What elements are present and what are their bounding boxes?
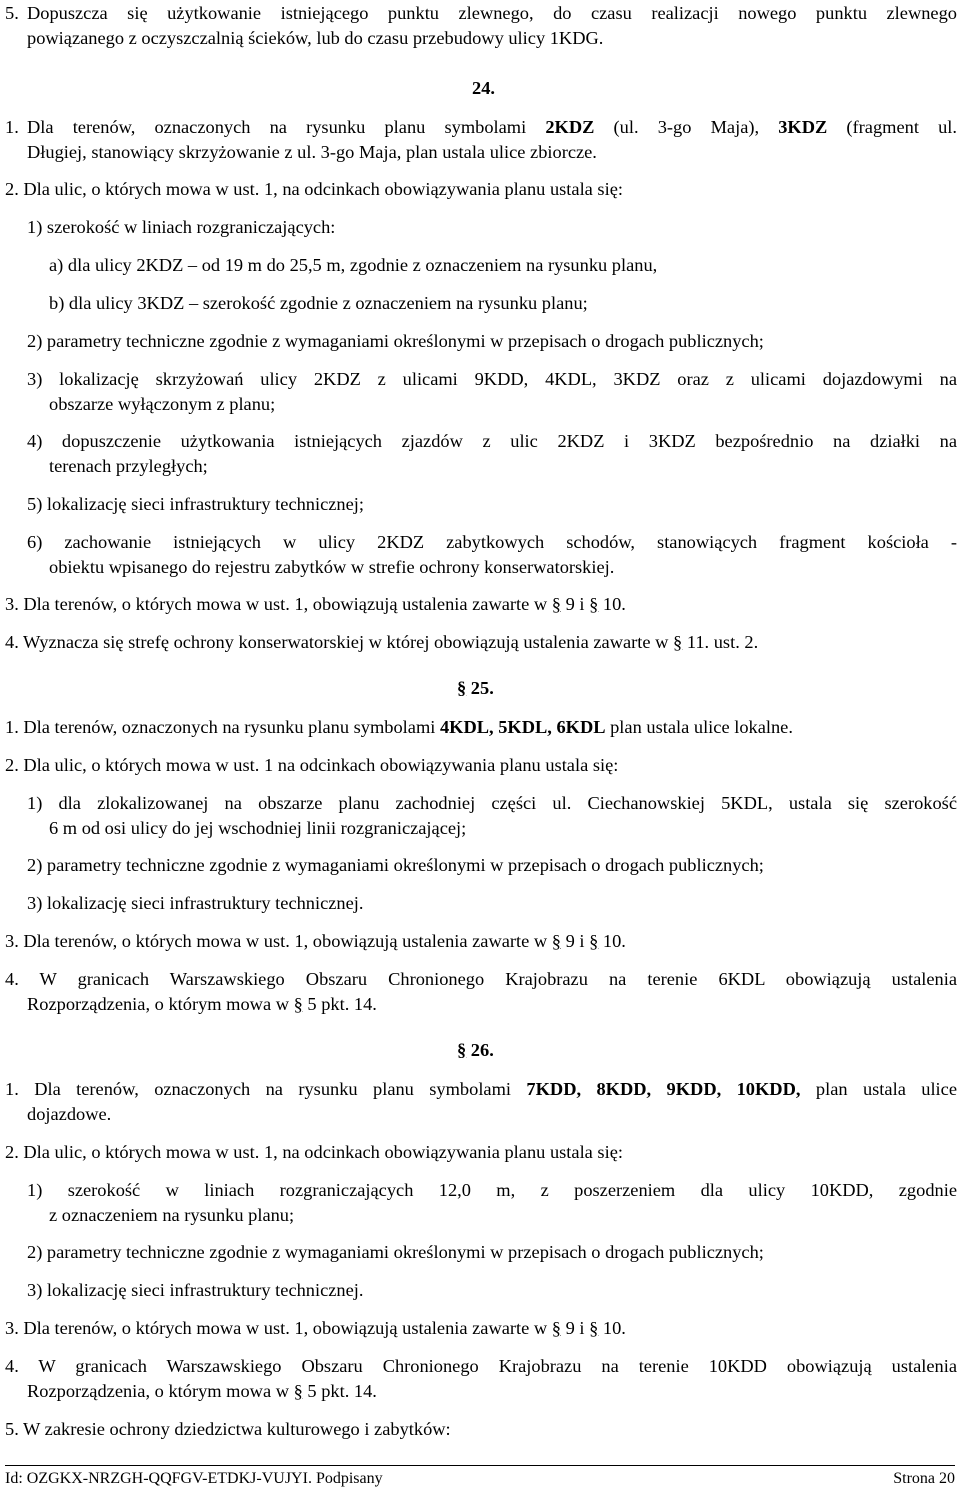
paragraph-text: Rozporządzenia, o którym mowa w § 5 pkt. 14.	[27, 1381, 377, 1401]
list-item: 1) szerokość w liniach rozgraniczających 12,0 m, z poszerzeniem dla ulicy 10KDD, zgodnie	[27, 1180, 957, 1200]
list-item-continuation: obszarze wyłączonym z planu;	[49, 394, 276, 414]
footer-document-id: Id: OZGKX-NRZGH-QQFGV-ETDKJ-VUJYI. Podpisany	[5, 1470, 383, 1487]
section-heading: 24.	[472, 78, 495, 98]
paragraph-text: 4. Wyznacza się strefę ochrony konserwatorskiej w której obowiązują ustalenia zawarte w § 11. ust. 2.	[5, 632, 759, 652]
paragraph-text: 5. W zakresie ochrony dziedzictwa kulturowego i zabytków:	[5, 1419, 451, 1439]
paragraph-text: 1. Dla terenów, oznaczonych na rysunku planu symbolami 7KDD, 8KDD, 9KDD, 10KDD, plan ustala ulice	[5, 1079, 957, 1099]
paragraph-text: 2. Dla ulic, o których mowa w ust. 1, na odcinkach obowiązywania planu ustala się:	[5, 1142, 623, 1162]
list-item: 1) dla zlokalizowanej na obszarze planu zachodniej części ul. Ciechanowskiej 5KDL, ustala się szerokość	[27, 793, 957, 813]
list-item: 3) lokalizację sieci infrastruktury technicznej.	[27, 893, 364, 913]
list-item-continuation: obiektu wpisanego do rejestru zabytków w strefie ochrony konserwatorskiej.	[49, 557, 615, 577]
list-item-continuation: terenach przyległych;	[49, 456, 208, 476]
paragraph-text: 3. Dla terenów, o których mowa w ust. 1, obowiązują ustalenia zawarte w § 9 i § 10.	[5, 594, 626, 614]
list-item: 5) lokalizację sieci infrastruktury technicznej;	[27, 494, 365, 514]
paragraph-text: powiązanego z oczyszczalnią ścieków, lub do czasu przebudowy ulicy 1KDG.	[27, 28, 604, 48]
section-heading: § 25.	[457, 678, 494, 698]
list-item: 3) lokalizację skrzyżowań ulicy 2KDZ z ulicami 9KDD, 4KDL, 3KDZ oraz z ulicami dojazdowymi na	[27, 369, 957, 389]
list-item: 3) lokalizację sieci infrastruktury technicznej.	[27, 1280, 364, 1300]
list-item: 2) parametry techniczne zgodnie z wymaganiami określonymi w przepisach o drogach publicznych;	[27, 331, 764, 351]
paragraph-text: 2. Dla ulic, o których mowa w ust. 1, na odcinkach obowiązywania planu ustala się:	[5, 179, 623, 199]
section-heading: § 26.	[457, 1040, 494, 1060]
paragraph-text: 4. W granicach Warszawskiego Obszaru Chronionego Krajobrazu na terenie 6KDL obowiązują ustalenia	[5, 969, 957, 989]
list-item-continuation: z oznaczeniem na rysunku planu;	[49, 1205, 295, 1225]
paragraph-text: Dopuszcza się użytkowanie istniejącego punktu zlewnego, do czasu realizacji nowego punktu zlewnego	[27, 3, 957, 23]
list-subitem: b) dla ulicy 3KDZ – szerokość zgodnie z oznaczeniem na rysunku planu;	[49, 293, 588, 313]
list-item: 1) szerokość w liniach rozgraniczających:	[27, 217, 336, 237]
list-subitem: a) dla ulicy 2KDZ – od 19 m do 25,5 m, zgodnie z oznaczeniem na rysunku planu,	[49, 255, 658, 275]
list-item: 4) dopuszczenie użytkowania istniejących zjazdów z ulic 2KDZ i 3KDZ bezpośrednio na działki na	[27, 431, 957, 451]
list-item: 2) parametry techniczne zgodnie z wymaganiami określonymi w przepisach o drogach publicznych;	[27, 855, 764, 875]
list-item-continuation: 6 m od osi ulicy do jej wschodniej linii rozgraniczającej;	[49, 818, 467, 838]
paragraph-number: 5.	[5, 3, 19, 23]
list-item: 2) parametry techniczne zgodnie z wymaganiami określonymi w przepisach o drogach publicznych;	[27, 1242, 764, 1262]
paragraph-text: 3. Dla terenów, o których mowa w ust. 1, obowiązują ustalenia zawarte w § 9 i § 10.	[5, 931, 626, 951]
paragraph-text: Rozporządzenia, o którym mowa w § 5 pkt. 14.	[27, 994, 377, 1014]
footer-page-number: Strona 20	[893, 1470, 955, 1487]
paragraph-text: dojazdowe.	[27, 1104, 112, 1124]
paragraph-text: 1. Dla terenów, oznaczonych na rysunku planu symbolami 4KDL, 5KDL, 6KDL plan ustala ulice lokalne.	[5, 717, 793, 737]
footer-divider	[5, 1465, 955, 1466]
paragraph-text: 4. W granicach Warszawskiego Obszaru Chronionego Krajobrazu na terenie 10KDD obowiązują ustalenia	[5, 1356, 957, 1376]
paragraph-text: Dla terenów, oznaczonych na rysunku planu symbolami 2KDZ (ul. 3-go Maja), 3KDZ (fragment ul.	[27, 117, 957, 137]
paragraph-text: Długiej, stanowiący skrzyżowanie z ul. 3-go Maja, plan ustala ulice zbiorcze.	[27, 142, 597, 162]
paragraph-text: 3. Dla terenów, o których mowa w ust. 1, obowiązują ustalenia zawarte w § 9 i § 10.	[5, 1318, 626, 1338]
paragraph-number: 1.	[5, 117, 19, 137]
list-item: 6) zachowanie istniejących w ulicy 2KDZ zabytkowych schodów, stanowiących fragment kościoła -	[27, 532, 957, 552]
paragraph-text: 2. Dla ulic, o których mowa w ust. 1 na odcinkach obowiązywania planu ustala się:	[5, 755, 619, 775]
